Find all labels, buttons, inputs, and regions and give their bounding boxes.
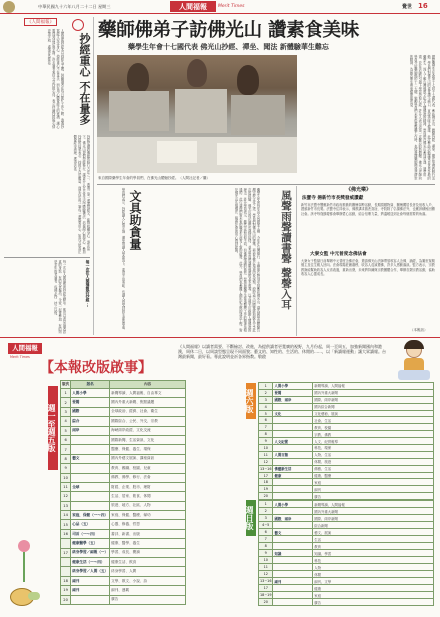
table-row [259,396,434,403]
row-desc-cell: 財經、企業、股市、理財 [110,482,186,491]
row-number-cell: 3 [259,396,273,403]
row-desc-cell: 文學、散文、小說、詩 [110,576,186,585]
row-number-cell [61,567,71,576]
row-number-cell: 10 [259,445,273,452]
table-row [61,529,186,538]
row-desc-cell: 家庭 [313,592,434,599]
table-row [61,435,186,444]
row-name-cell: 要聞 [71,398,110,407]
row-number-cell: 8 [259,431,273,438]
header-cell: 內容 [110,381,186,389]
row-number-cell: 7 [259,536,273,543]
row-number-cell: 4~5 [259,522,273,529]
row-number-cell: 17 [259,472,273,479]
row-number-cell: 12 [259,571,273,578]
row-desc-cell: 知識、學習 [313,550,434,557]
table-row [259,465,434,472]
row-desc-cell: 副刊、文學 [313,578,434,585]
section-name: 覺世 [402,4,413,10]
row-name-cell [273,522,313,529]
row-number-cell: 4 [259,403,273,410]
row-number-cell: 5 [259,410,273,417]
row-name-cell [273,431,313,438]
row-name-cell [273,479,313,486]
sunday-schedule-table [258,500,434,606]
row-desc-cell: 國際綜合、公民、外交、宗教 [110,417,186,426]
row-number-cell: 18 [61,576,71,585]
row-desc-cell: 國內外重大新聞 [313,508,434,515]
row-number-cell: 20 [259,599,273,606]
row-name-cell [273,585,313,592]
table-row [61,539,186,548]
right-box-title: 《佛光樂》 [346,187,372,193]
row-desc-cell: 終身學習、人間 [110,567,186,576]
row-number-cell: 7 [259,424,273,431]
announcement-intro: 《人間福報》以讀者需要、不斷檢討、改進，為提供讀者更寬廣的視野，九月份起，周一至周五，加強新聞國內和港澳，周休二日，以周談型態呈現不同面貌；藝文的、知性的、生活的、休閒的……，以「新讀報運動」讓大眾讀報。台灣最新聞，最好看。專此說明並祈各界指教。敬啟 [178,344,386,360]
row-number-cell: 2 [259,389,273,396]
top-story-headline: 藥師佛弟子訪佛光山 讚素食美味 [98,20,359,41]
row-desc-cell: 人物 [313,564,434,571]
row-desc-cell: 國際新聞、生活資訊、文化 [110,435,186,444]
row-desc-cell: 國際、兩岸新聞 [313,396,434,403]
table-row [259,508,434,515]
announcement-title: 【本報改版啟事】 [40,360,152,376]
row-name-cell: 人間小學 [273,501,313,508]
table-row [61,398,186,407]
row-number-cell: 3 [61,407,71,416]
newspaper-seal-icon [3,1,15,13]
table-row [61,417,186,426]
row-desc-cell: 廣告 [313,493,434,500]
row-name-cell: 家庭．保健（一～四） [71,511,110,520]
middle-body-left: 學員們表示，抄經讓人心情平靜，禪坐則讓人學會放下。素食不但美味，也讓人感受到對生命的尊重。 [121,188,125,332]
brand-name: 人間福報 [179,2,207,11]
row-name-cell [273,424,313,431]
row-desc-cell: 科技 [313,557,434,564]
row-name-cell [71,473,110,482]
row-desc-cell: 教育、校園 [313,424,434,431]
row-number-cell: 8 [61,454,71,463]
table-row [259,592,434,599]
table-row [61,576,186,585]
row-name-cell [71,595,110,604]
row-desc-cell: 醫療、保健、養生、環保 [110,445,186,454]
row-desc-cell: 海峽兩岸政經、文化交流 [110,426,186,435]
row-number-cell: 13~16 [260,579,272,583]
flower-illustration [4,540,44,612]
right-footer: （本報訊） [410,328,428,332]
seal-icon [72,19,84,31]
row-number-cell [61,558,71,567]
row-name-cell: 健康生活（一～四） [71,558,110,567]
sunday-tab [246,500,256,536]
middle-body-center: 藥學生年會每年由不同國家主辦，今年在台灣舉行，主辦單位特別安排參訪佛光山，讓各國學員體驗台灣宗教文化之美。學員們對佛光山的建築、藝術及修行環境印象深刻，紛紛表示回國後將與親友分享此次的經驗。佛光山的法師們也熱情接待，並為學員們講解佛教的基本教義，以及佛光山推動人間佛教的理念。許多學員表示，雖然宗教信仰不同，但佛教強調的慈悲、智慧與藥學生從事醫療工作的精神是相通的，此行讓他們對未來的職業生涯有了新的啟發。此外，學員們也參觀了佛陀紀念館的建設工程，對於佛光山弘揚佛法、服務社會的用心感到欽佩。 [233,188,260,332]
weekday-tab-label: 週一至週五版 [47,404,57,452]
row-desc-cell: 國內綜合新聞 [313,403,434,410]
right-sub-headline-2: 大寮女監 中元普度念佛法會 [310,252,367,257]
table-row [61,586,186,595]
row-name-cell: 國際．兩岸 [273,515,313,522]
row-name-cell: 要聞 [273,389,313,396]
page-number: 16 [418,2,428,10]
row-number-cell: 19 [259,486,273,493]
row-name-cell [71,501,110,510]
row-desc-cell: 教育 [313,543,434,550]
header-cell: 版名 [71,381,110,389]
row-number-cell: 3 [259,515,273,522]
table-row [61,567,186,576]
row-number-cell: 7 [61,445,71,454]
row-desc-cell: 新聞導讀、人間福報 [313,383,434,390]
table-row [61,492,186,501]
row-desc-cell: 佛藝、生活 [313,465,434,472]
left-body-text-2: 抄經是佛教傳統的修行方法之一，透過一筆一畫書寫經文，能夠收攝身心、專注當下。佛光山提倡抄經修行，讓更多人在日常生活中體驗佛法，培養耐心與恆心。參加抄經的信眾表示，抄經不在於數量，而是在於每一筆每一畫都要用心，如此才能真正體會經中義理，獲得法喜。 [72,135,90,254]
row-number-cell: 11 [259,451,273,458]
row-desc-cell: 綜合新聞 [313,522,434,529]
table-row [259,515,434,522]
row-name-cell: 綜合 [71,417,110,426]
row-number-cell: 5 [61,426,71,435]
row-number-cell: 17 [259,585,273,592]
row-number-cell: 2 [259,508,273,515]
left-headline: 抄經重心 不在量多 [78,33,91,125]
row-desc-cell: 生活 [313,536,434,543]
top-story-photo [97,55,297,173]
row-desc-cell: 副刊、連載 [110,586,186,595]
table-row [259,417,434,424]
row-name-cell: 知識 [273,550,313,557]
table-row [259,479,434,486]
row-name-cell: 兩岸 [71,426,110,435]
row-name-cell: 藝文 [71,454,110,463]
row-name-cell: 全球 [71,482,110,491]
row-desc-cell: 旅遊、地方、社區、人物 [110,501,186,510]
row-desc-cell: 國內外重大新聞、焦點議題 [110,398,186,407]
row-desc-cell: 廣告 [110,595,186,604]
left-lower-headline-text: 每一次在人間福報的抄經 ... [86,260,91,308]
table-row [259,424,434,431]
row-desc-cell: 社會、生活 [313,417,434,424]
row-number-cell: 18 [259,479,273,486]
row-desc-cell: 休閒 [313,571,434,578]
row-desc-cell: 心靈、修養、哲思 [110,520,186,529]
announcement-logo [8,343,42,354]
row-desc-cell: 書評、新書、出版 [110,529,186,538]
table-row [61,520,186,529]
row-desc-cell: 新聞導讀、人間福報、自由專文 [110,389,186,398]
table-row [61,482,186,491]
row-number-cell: 6 [259,417,273,424]
table-row [259,585,434,592]
row-number-cell: 6 [259,529,273,536]
row-desc-cell: 家庭 [313,479,434,486]
photo-caption: 來自國際藥學生年會的學員們，在佛光山體驗抄經。（人間社記者／攝） [98,176,210,180]
row-name-cell [273,592,313,599]
row-number-cell: 20 [259,493,273,500]
row-desc-cell: 新聞導讀、人間福報 [313,501,434,508]
table-row [61,454,186,463]
middle-vertical-head: 文具助貪量 [128,190,142,250]
weekday-schedule-table [60,380,186,605]
row-name-cell: 文化 [273,410,313,417]
table-row [259,543,434,550]
row-name-cell [273,571,313,578]
row-name-cell: 國際．兩岸 [273,396,313,403]
row-desc-cell: 健康、醫療 [313,472,434,479]
row-number-cell: 9 [259,438,273,445]
row-name-cell [273,543,313,550]
left-column [2,17,92,335]
table-row [259,550,434,557]
row-desc-cell: 廣告 [313,599,434,606]
table-row [61,407,186,416]
row-number-cell: 10 [61,473,71,482]
table-row [259,431,434,438]
row-number-cell: 1 [61,389,71,398]
row-name-cell: 國際 [71,407,110,416]
table-row [259,458,434,465]
row-name-cell [273,403,313,410]
row-name-cell [71,435,110,444]
left-body-text-3: 每一次在人間福報的抄經活動中，都可以看見讀者認真的身影，有的扶老攜幼，全家一起來參加，有的則是多年的老讀者，每期必抄，持之以恆。 [53,260,66,334]
table-row [61,501,186,510]
date-line: 中華民國九十六年八月二十二日 星期三 [38,4,111,9]
top-story-body-1: 國際藥學生年會第十七屆十七國代表，參訪佛光山，體驗抄經、禪坐、聞法等佛教修行活動。學員們對佛光山的素食讚不絕口，直說美味又健康。此次參訪活動讓來自世界各地的藥學生，深入了解台灣佛教文化及人間佛教的精神。學員們在佛光山參加早課、過堂用齋，並在法師的引導下學習抄寫心經，許多人表示這是一次難忘的新體驗。佛光山法師向學員介紹藥師佛的十二大願，勉勵學員們未來從事醫藥工作時，也能發揮藥師佛慈悲濟世的精神，為病苦眾生帶來健康與希望。 [408,55,435,180]
row-desc-cell: 健康 [313,585,434,592]
row-name-cell: 司首（一～四） [71,529,110,538]
saturday-tab-label: 週六版 [245,389,255,413]
row-name-cell: 人文紀實 [273,438,313,445]
row-name-cell: 副刊 [273,578,313,585]
row-number-cell: 8 [259,543,273,550]
row-number-cell: 15 [61,520,71,529]
row-number-cell: 20 [61,595,71,604]
row-name-cell: 人間百態 [273,451,313,458]
row-number-cell: 9 [259,550,273,557]
row-name-cell [273,417,313,424]
row-number-cell: 4 [61,417,71,426]
row-name-cell [273,445,313,452]
row-desc-cell: 全球政治、經濟、社會、衛生 [110,407,186,416]
row-desc-cell: 教育、親職、校園、兒童 [110,464,186,473]
table-row [259,445,434,452]
row-name-cell: 終身學習／人間（五） [71,567,110,576]
row-name-cell: 健康醫學（五） [71,539,110,548]
row-desc-cell: 家庭、保健、醫療、婦幼 [110,511,186,520]
row-number-cell: 11 [259,564,273,571]
row-number-cell: 18~19 [260,593,272,597]
table-row [259,564,434,571]
row-number-cell: 6 [61,435,71,444]
right-body-1: 新竹市法寶寺響應新竹市政府推動的關懷弱勢活動，長期捐贈物資、關懷獨居長者及低收入戶，獲頒新竹市長獎。法寶寺住持表示，佛教講求慈悲喜捨，寺院除了弘揚佛法外，也應該積極回饋社會。該寺每逢節慶都會舉辦愛心活動，結合信眾力量，將溫暖送到社會每個需要的角落。 [301,203,435,216]
row-number-cell: 10 [259,557,273,564]
table-row [259,571,434,578]
top-story-subheadline: 藥學生年會十七國代表 佛光山抄經、禪坐、聞法 新體驗華生難忘 [128,43,329,51]
table-row [61,595,186,604]
row-number-cell: 11 [61,482,71,491]
row-number-cell [61,539,71,548]
row-name-cell: 健康 [273,472,313,479]
table-row [259,529,434,536]
row-name-cell: 終身學習／副報（一） [71,548,110,557]
right-vertical-head: 風聲雨聲讀書聲 聲聲入耳 [280,190,292,310]
row-name-cell [273,536,313,543]
table-row [259,522,434,529]
row-name-cell [273,599,313,606]
table-row [259,438,434,445]
brand-logo [170,1,216,12]
table-row [61,445,186,454]
table-row [259,501,434,508]
row-desc-cell: 國內外藝文展演、講座資訊 [110,454,186,463]
row-number-cell: 1 [259,383,273,390]
right-sub-headline-1: 法寶寺 揚新竹市長獎發威讚獻 [302,196,364,201]
row-desc-cell: 生活、居家、飲食、休閒 [110,492,186,501]
row-name-cell [71,464,110,473]
table-row [259,493,434,500]
row-number-cell: 12 [259,458,273,465]
row-name-cell [273,508,313,515]
sunday-tab-label: 週日版 [245,506,255,530]
row-number-cell: 12 [61,492,71,501]
row-desc-cell: 副刊 [313,486,434,493]
row-desc-cell: 國內外重大新聞 [313,389,434,396]
saturday-tab [246,383,256,419]
table-row [259,557,434,564]
row-name-cell: 副刊 [71,586,110,595]
left-box-title: 《人間福報》 [24,18,57,26]
brand-english: Merit Times [218,4,245,9]
row-number-cell: 9 [61,464,71,473]
row-desc-cell: 文化藝術、展演 [313,410,434,417]
table-row [61,464,186,473]
row-name-cell [273,486,313,493]
table-row [259,410,434,417]
row-name-cell: 佛藝新生活 [273,465,313,472]
row-number-cell: 13 [61,501,71,510]
row-desc-cell: 國際、兩岸新聞 [313,515,434,522]
table-row [259,389,434,396]
table-row [259,451,434,458]
table-row [61,473,186,482]
row-desc-cell: 佛教、佛學、修行、法會 [110,473,186,482]
left-lower-headline [68,260,90,334]
row-name-cell [273,458,313,465]
table-row [259,403,434,410]
row-number-cell: 17 [61,548,71,557]
row-name-cell [273,493,313,500]
row-name-cell [273,557,313,564]
table-row [259,578,434,585]
child-illustration [392,340,436,382]
row-desc-cell: 學習、成長、閱讀 [110,548,186,557]
row-name-cell [71,445,110,454]
row-name-cell: 心品（五） [71,520,110,529]
table-row [61,389,186,398]
table-row [259,472,434,479]
table-row [61,426,186,435]
right-body-2: 大寮女子監獄日前舉辦中元普度念佛法會，邀請佛光山法師帶領收容人念佛、誦經，為累世冤親債主及往生親人回向。法會現場莊嚴肅穆，收容人虔誠禮佛，許多人感動落淚。監方表示，宗教教誨能幫助收容人反省改過，重新出發，未來將持續與宗教團體合作，舉辦各類宗教活動，協助收容人心靈成長。 [301,259,435,277]
row-desc-cell: 藝文、展演 [313,529,434,536]
row-desc-cell: 健康生活、飲食 [110,558,186,567]
saturday-schedule-table [258,382,434,500]
row-number-cell: 19 [61,586,71,595]
row-desc-cell: 休閒、旅遊 [313,458,434,465]
table-row [259,486,434,493]
table-row [61,558,186,567]
table-row [259,536,434,543]
row-name-cell: 人間小學 [273,383,313,390]
announcement-logo-text: 人間福報 [12,344,38,352]
row-desc-cell: 人文、紀實報導 [313,438,434,445]
announcement-logo-english: Merit Times [10,355,30,359]
header-cell: 版次 [61,381,71,389]
row-name-cell: 藝文 [273,529,313,536]
row-desc-cell: 人物、生活 [313,451,434,458]
row-name-cell: 人間小學 [71,389,110,398]
table-row [61,548,186,557]
table-row [259,599,434,606]
table-row [61,511,186,520]
table-header-row [61,381,186,389]
weekday-tab [48,386,58,470]
row-name-cell: 副刊 [71,576,110,585]
row-number-cell: 13~16 [260,466,272,471]
row-desc-cell: 健康、醫學、養生 [110,539,186,548]
row-desc-cell: 科技、環保 [313,445,434,452]
row-number-cell: 16 [61,529,71,538]
row-number-cell: 2 [61,398,71,407]
row-number-cell: 1 [259,501,273,508]
table-row [259,383,434,390]
masthead [0,0,440,14]
row-name-cell [273,564,313,571]
row-name-cell [71,492,110,501]
row-number-cell: 14 [61,511,71,520]
row-desc-cell: 宗教、佛教 [313,431,434,438]
left-body-text-1: 人間福報抄經本以抄經為主題，鼓勵讀者在每日繁忙工作之餘，透過抄寫經文安定身心。抄經重心不在量多，而在用心體會經文的意涵，讓心靈得到清淨與平靜。許多讀者來信分享抄經心得，表示持續抄經後心情更加平和，處事更為從容。 [46,29,64,129]
